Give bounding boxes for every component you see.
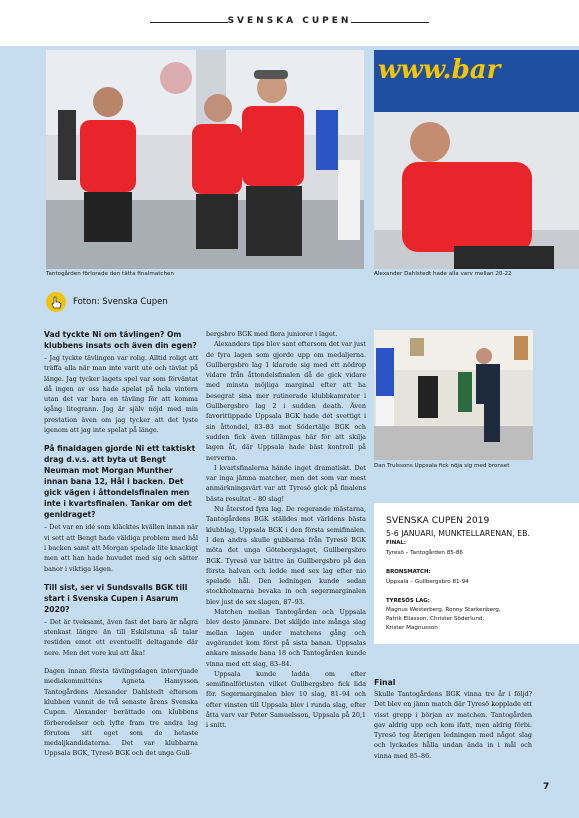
paragraph: bergsbro BGK med flera juniorer i laget. xyxy=(206,330,338,338)
final-heading: Final xyxy=(374,678,396,687)
fact-box xyxy=(374,503,579,644)
question-3: Till sist, ser vi Sundsvalls BGK till start i Svenska Cupen i Asarum 2020? xyxy=(44,582,188,614)
photo-credit: Foton: Svenska Cupen xyxy=(73,297,168,307)
paragraph: Alexanders tips blev sant eftersom det var just de fyra lagen som gjorde upp om medaljerna. Gullbergsbro lag 1 klarade sig med ett nödrop vidare från åttondelsfinalen då de gick vidare med minsta möjliga marginal efter att ha besegrat sina mer rutinerade klubbkamrater i Gullbergsbro lag 2 i sudden death. Även favorittippade Uppsala BGK hade det svettigt i sin åttondel, 83–83 mot Södertälje BGK och sudden fick även tillämpas här för att skilja lagen åt, där Uppsala hade bäst kontroll på nerverna. xyxy=(206,340,366,462)
question-1: Vad tyckte Ni om tävlingen? Om klubbens insats och även din egen? xyxy=(44,330,197,350)
main-photo-caption: Tantogården förlorade den tätta finalmatchen xyxy=(46,271,174,277)
answer-3: – Det är tveksamt, även fast det bara är några stenkast längre än till Eskilstuna så talar restiden emot ett eventuellt deltagande där nere. Men det vore kul att åka! xyxy=(44,617,198,657)
paragraph: Matchen mellan Tantogården och Uppsala blev desto jämnare. Det skiljde inte många slag mellan lagen under matchens gång och avgörandet kom först på sista banan. Uppsalas ankare missade bana 18 och Tantogården kunde vinna med ett slag, 83–84. xyxy=(206,608,366,668)
fact-subtitle: 5-6 JANUARI, MUNKTELLARENAN, EB. xyxy=(386,529,530,538)
bronze-label: BRONSMATCH: xyxy=(386,569,431,575)
right-photo-caption: Alexander Dahlstedt hade alla varv mellan 20-22 xyxy=(374,271,512,277)
banner-text: www.bar xyxy=(378,55,501,85)
team-line: Patrik Eliasson, Christer Söderlund, xyxy=(386,616,485,622)
paragraph: Skulle Tantogårdens BGK vinna tre år i följd? Det blev en jämn match där Tyresö kopplade ett visst grepp i början av matchen. Tantogården gav aldrig upp och kom ifatt, men aldrig förbi. Tyresö tog återigen ledningen med något slag och lyckades hålla undan ända in i mål och vinna med 85–86. xyxy=(374,690,532,760)
paragraph: Dagen innan första tävlingsdagen intervjuade mediakommitténs Agneta Hamysson Tantogårdens Alexander Dahlstedt eftersom klubben vunnit de två senaste årens Svenska Cupen. Alexander berättade om klubbens förberedelser och lyfte fram tre andra lag förutom sitt eget som de hetaste medaljkandidaterna. Det var klubbarna Uppsala BGK, Tyresö BGK och det unga Gull- xyxy=(44,667,198,758)
fact-title: SVENSKA CUPEN 2019 xyxy=(386,515,490,526)
article-column-2 xyxy=(206,329,366,731)
small-photo xyxy=(374,330,533,460)
header-rule-right xyxy=(351,22,429,23)
hand-pointer-icon xyxy=(46,292,66,312)
paragraph: Uppsala kunde ladda om efter semifinalförlusten vilket Gullbergsbro fick lida för. Segermarginalen blev 10 slag, 81–94 och efter vinsten till Uppsala blev i runda slag, efter åtta varv var Peter Samuelsson, Uppsala på 20,1 i snitt. xyxy=(206,669,366,730)
article-column-1 xyxy=(44,329,198,767)
team-label: TYRESÖS LAG: xyxy=(386,598,430,604)
team-line: Krister Magnusson xyxy=(386,625,438,631)
page-number: 7 xyxy=(543,782,550,792)
paragraph: I kvartsfinalerna hände inget dramatiskt. Det var inga jämna matcher, men det som var mest anmärkningsvärt var att Tyresö gick på finalens bästa resultat – 80 slag! xyxy=(206,463,366,503)
question-2: På finaldagen gjorde Ni ett taktiskt drag d.v.s. att byta ut Bengt Neuman mot Morgan Munther innan bana 12, Hål i backen. Det gick vägen i åttondelsfinalen men inte i kvartsfinalen. Tankar om det genidraget? xyxy=(44,444,196,520)
bronze-value: Uppsala – Gullbergsbro 81-94 xyxy=(386,579,469,585)
final-label: FINAL: xyxy=(386,540,406,546)
paragraph: Nu återstod fyra lag. De regerande mästarna, Tantogårdens BGK ställdes mot världens bästa klubblag, Uppsala BGK i den första semifinalen. I den andra skulle gubbarna från Tyresö BGK möta det unga Göteborgslaget, Gullbergsbro BGK. Tyresö var bättre än Gullbergsbro på den första halvan och ledde med sex lag efter nio spelade hål. Den ledningen kunde sedan stockholmarna bevaka in och segermarginalen blev just de sex slagen, 87–93. xyxy=(206,505,366,606)
small-photo-caption: Dan Trulssons Uppsala fick nöja sig med bronset xyxy=(374,463,510,469)
final-value: Tyresö – Tantogården 85-86 xyxy=(386,550,463,556)
section-title: SVENSKA CUPEN xyxy=(227,16,352,26)
answer-1: – Jag tyckte tävlingen var rolig. Alltid roligt att träffa alla när man inte varit ute och tävlat på länge. Jag tycker lagets spel var som förväntat då ingen av oss hade spelat på hela vintern utan det var bara en tävling för att komma igång litegrann. Jag är själv nöjd med min prestation även om jag tycker att det lyste igenom att jag inte spelat på länge. xyxy=(44,354,198,435)
right-photo xyxy=(374,50,579,269)
answer-2: – Det var en idé som kläcktes kvällen innan när vi sett att Bengt hade väldiga problem med hål i backen samt att Morgan spelade lite knackigt men att han hade huvudet med sig och sätter banor i viktiga lägen. xyxy=(44,523,198,573)
main-photo xyxy=(46,50,364,269)
team-line: Magnus Westerberg, Ronny Starkenberg, xyxy=(386,607,501,613)
article-column-3 xyxy=(374,689,532,769)
